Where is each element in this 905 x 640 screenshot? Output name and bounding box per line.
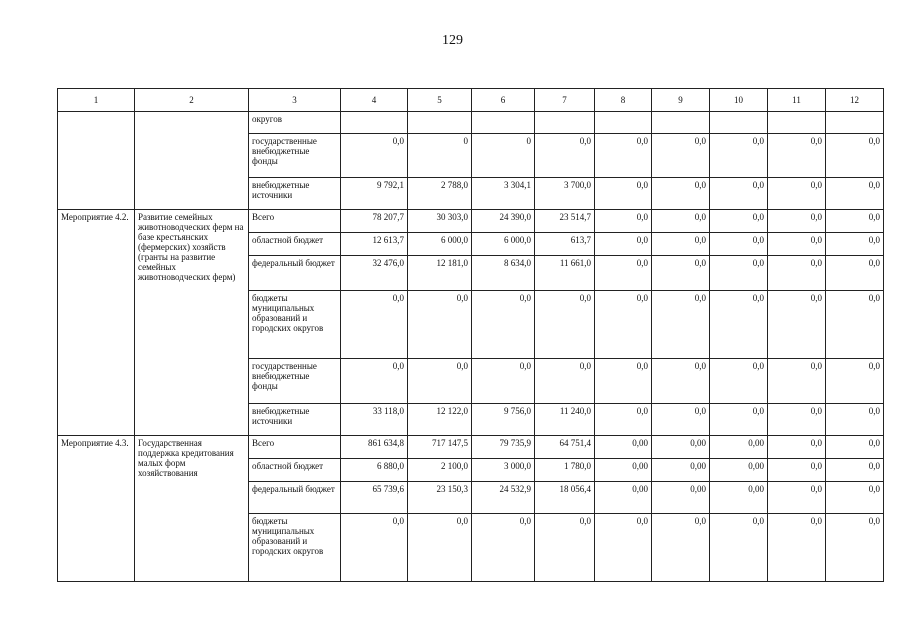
value-cell: 23 514,7 xyxy=(535,210,595,233)
source-label: внебюджетные источники xyxy=(249,404,341,436)
value-cell xyxy=(768,112,826,134)
value-cell: 0,0 xyxy=(826,404,884,436)
event-code-cell: Мероприятие 4.3. xyxy=(58,436,135,582)
value-cell: 0,0 xyxy=(768,482,826,514)
source-label: областной бюджет xyxy=(249,233,341,256)
value-cell: 0,0 xyxy=(768,404,826,436)
column-header: 3 xyxy=(249,89,341,112)
value-cell: 3 700,0 xyxy=(535,178,595,210)
value-cell: 0,0 xyxy=(652,210,710,233)
value-cell: 64 751,4 xyxy=(535,436,595,459)
value-cell: 0,0 xyxy=(768,359,826,404)
value-cell: 0,0 xyxy=(768,134,826,178)
value-cell: 11 240,0 xyxy=(535,404,595,436)
value-cell: 0,0 xyxy=(595,291,652,359)
event-code-cell xyxy=(58,112,135,210)
value-cell xyxy=(652,112,710,134)
value-cell: 0,0 xyxy=(472,291,535,359)
value-cell: 33 118,0 xyxy=(341,404,408,436)
value-cell: 0,0 xyxy=(341,359,408,404)
page-number: 129 xyxy=(442,33,463,48)
source-label: федеральный бюджет xyxy=(249,482,341,514)
value-cell: 0,0 xyxy=(535,291,595,359)
value-cell: 0,0 xyxy=(826,482,884,514)
value-cell: 0,0 xyxy=(710,233,768,256)
event-name-cell xyxy=(135,112,249,210)
table-row xyxy=(58,436,884,459)
value-cell: 32 476,0 xyxy=(341,256,408,291)
value-cell: 0,0 xyxy=(710,210,768,233)
value-cell: 0,0 xyxy=(472,359,535,404)
value-cell: 0,0 xyxy=(768,436,826,459)
value-cell: 0,0 xyxy=(595,256,652,291)
header-row xyxy=(58,89,884,112)
value-cell xyxy=(341,112,408,134)
value-cell: 0,0 xyxy=(710,178,768,210)
value-cell: 6 000,0 xyxy=(472,233,535,256)
value-cell: 0,0 xyxy=(768,178,826,210)
value-cell: 0,0 xyxy=(408,291,472,359)
value-cell: 9 756,0 xyxy=(472,404,535,436)
value-cell: 24 532,9 xyxy=(472,482,535,514)
column-header: 2 xyxy=(135,89,249,112)
column-header: 9 xyxy=(652,89,710,112)
value-cell: 0,0 xyxy=(408,359,472,404)
value-cell: 8 634,0 xyxy=(472,256,535,291)
source-label: государственные внебюджетные фонды xyxy=(249,359,341,404)
value-cell: 0,0 xyxy=(768,256,826,291)
value-cell: 0,0 xyxy=(595,404,652,436)
value-cell: 0,0 xyxy=(341,514,408,582)
column-header: 12 xyxy=(826,89,884,112)
value-cell: 12 613,7 xyxy=(341,233,408,256)
value-cell: 0,00 xyxy=(595,482,652,514)
table-body xyxy=(58,112,884,582)
value-cell: 0,0 xyxy=(535,514,595,582)
value-cell: 0,0 xyxy=(826,459,884,482)
value-cell: 0,0 xyxy=(652,134,710,178)
value-cell: 0,0 xyxy=(595,210,652,233)
value-cell: 0,0 xyxy=(826,233,884,256)
column-header: 4 xyxy=(341,89,408,112)
value-cell: 0,0 xyxy=(826,291,884,359)
source-label: Всего xyxy=(249,210,341,233)
value-cell: 0,0 xyxy=(826,210,884,233)
column-header: 8 xyxy=(595,89,652,112)
value-cell: 0,0 xyxy=(408,514,472,582)
value-cell: 9 792,1 xyxy=(341,178,408,210)
value-cell: 613,7 xyxy=(535,233,595,256)
source-label: округов xyxy=(249,112,341,134)
source-label: бюджеты муниципальных образований и городских округов xyxy=(249,291,341,359)
value-cell: 0,0 xyxy=(595,359,652,404)
source-label: Всего xyxy=(249,436,341,459)
value-cell: 717 147,5 xyxy=(408,436,472,459)
value-cell: 3 000,0 xyxy=(472,459,535,482)
value-cell xyxy=(472,112,535,134)
source-label: областной бюджет xyxy=(249,459,341,482)
value-cell: 0 xyxy=(408,134,472,178)
value-cell: 0,0 xyxy=(652,404,710,436)
value-cell: 0,0 xyxy=(826,359,884,404)
value-cell xyxy=(408,112,472,134)
value-cell: 0,00 xyxy=(710,436,768,459)
value-cell: 0,0 xyxy=(472,514,535,582)
value-cell: 0,0 xyxy=(535,134,595,178)
value-cell: 11 661,0 xyxy=(535,256,595,291)
value-cell: 0,00 xyxy=(652,482,710,514)
value-cell: 0,0 xyxy=(710,404,768,436)
event-name-cell: Развитие семейных животноводческих ферм на базе крестьянских (фермерских) хозяйств (гранты на развитие семейных животноводческих ферм) xyxy=(135,210,249,436)
value-cell: 24 390,0 xyxy=(472,210,535,233)
value-cell: 6 880,0 xyxy=(341,459,408,482)
value-cell: 0,0 xyxy=(826,256,884,291)
value-cell xyxy=(595,112,652,134)
value-cell: 1 780,0 xyxy=(535,459,595,482)
value-cell: 0,0 xyxy=(652,178,710,210)
value-cell: 2 788,0 xyxy=(408,178,472,210)
value-cell: 78 207,7 xyxy=(341,210,408,233)
source-label: государственные внебюджетные фонды xyxy=(249,134,341,178)
source-label: бюджеты муниципальных образований и городских округов xyxy=(249,514,341,582)
value-cell: 0,00 xyxy=(595,436,652,459)
column-header: 6 xyxy=(472,89,535,112)
value-cell: 0,0 xyxy=(768,514,826,582)
table-row xyxy=(58,210,884,233)
value-cell: 0,0 xyxy=(652,359,710,404)
value-cell: 0,0 xyxy=(768,459,826,482)
value-cell: 12 122,0 xyxy=(408,404,472,436)
value-cell: 0,0 xyxy=(710,256,768,291)
value-cell: 2 100,0 xyxy=(408,459,472,482)
value-cell xyxy=(535,112,595,134)
value-cell: 0,0 xyxy=(826,134,884,178)
value-cell: 0,0 xyxy=(652,233,710,256)
value-cell: 0,0 xyxy=(595,134,652,178)
value-cell: 0,0 xyxy=(826,436,884,459)
value-cell: 3 304,1 xyxy=(472,178,535,210)
column-header: 5 xyxy=(408,89,472,112)
value-cell: 0,0 xyxy=(710,291,768,359)
value-cell: 23 150,3 xyxy=(408,482,472,514)
value-cell: 0 xyxy=(472,134,535,178)
value-cell: 0,0 xyxy=(341,291,408,359)
event-code-cell: Мероприятие 4.2. xyxy=(58,210,135,436)
value-cell: 18 056,4 xyxy=(535,482,595,514)
value-cell: 0,0 xyxy=(710,359,768,404)
value-cell: 0,0 xyxy=(652,256,710,291)
value-cell: 0,0 xyxy=(652,291,710,359)
value-cell: 0,0 xyxy=(595,233,652,256)
value-cell: 12 181,0 xyxy=(408,256,472,291)
value-cell xyxy=(826,112,884,134)
value-cell: 0,0 xyxy=(768,291,826,359)
budget-table xyxy=(57,88,884,582)
value-cell: 0,0 xyxy=(710,134,768,178)
value-cell: 0,0 xyxy=(710,514,768,582)
value-cell: 861 634,8 xyxy=(341,436,408,459)
value-cell: 0,0 xyxy=(595,514,652,582)
value-cell: 0,00 xyxy=(595,459,652,482)
value-cell: 30 303,0 xyxy=(408,210,472,233)
value-cell: 0,0 xyxy=(652,514,710,582)
column-header: 11 xyxy=(768,89,826,112)
value-cell xyxy=(710,112,768,134)
value-cell: 0,00 xyxy=(710,482,768,514)
value-cell: 0,00 xyxy=(652,459,710,482)
table-row xyxy=(58,112,884,134)
value-cell: 6 000,0 xyxy=(408,233,472,256)
value-cell: 0,00 xyxy=(652,436,710,459)
value-cell: 0,0 xyxy=(535,359,595,404)
value-cell: 0,0 xyxy=(826,178,884,210)
value-cell: 0,0 xyxy=(826,514,884,582)
value-cell: 0,0 xyxy=(768,210,826,233)
column-header: 1 xyxy=(58,89,135,112)
column-header: 10 xyxy=(710,89,768,112)
event-name-cell: Государственная поддержка кредитования малых форм хозяйствования xyxy=(135,436,249,582)
value-cell: 65 739,6 xyxy=(341,482,408,514)
source-label: внебюджетные источники xyxy=(249,178,341,210)
value-cell: 0,00 xyxy=(710,459,768,482)
value-cell: 0,0 xyxy=(768,233,826,256)
value-cell: 0,0 xyxy=(341,134,408,178)
source-label: федеральный бюджет xyxy=(249,256,341,291)
value-cell: 79 735,9 xyxy=(472,436,535,459)
column-header: 7 xyxy=(535,89,595,112)
value-cell: 0,0 xyxy=(595,178,652,210)
